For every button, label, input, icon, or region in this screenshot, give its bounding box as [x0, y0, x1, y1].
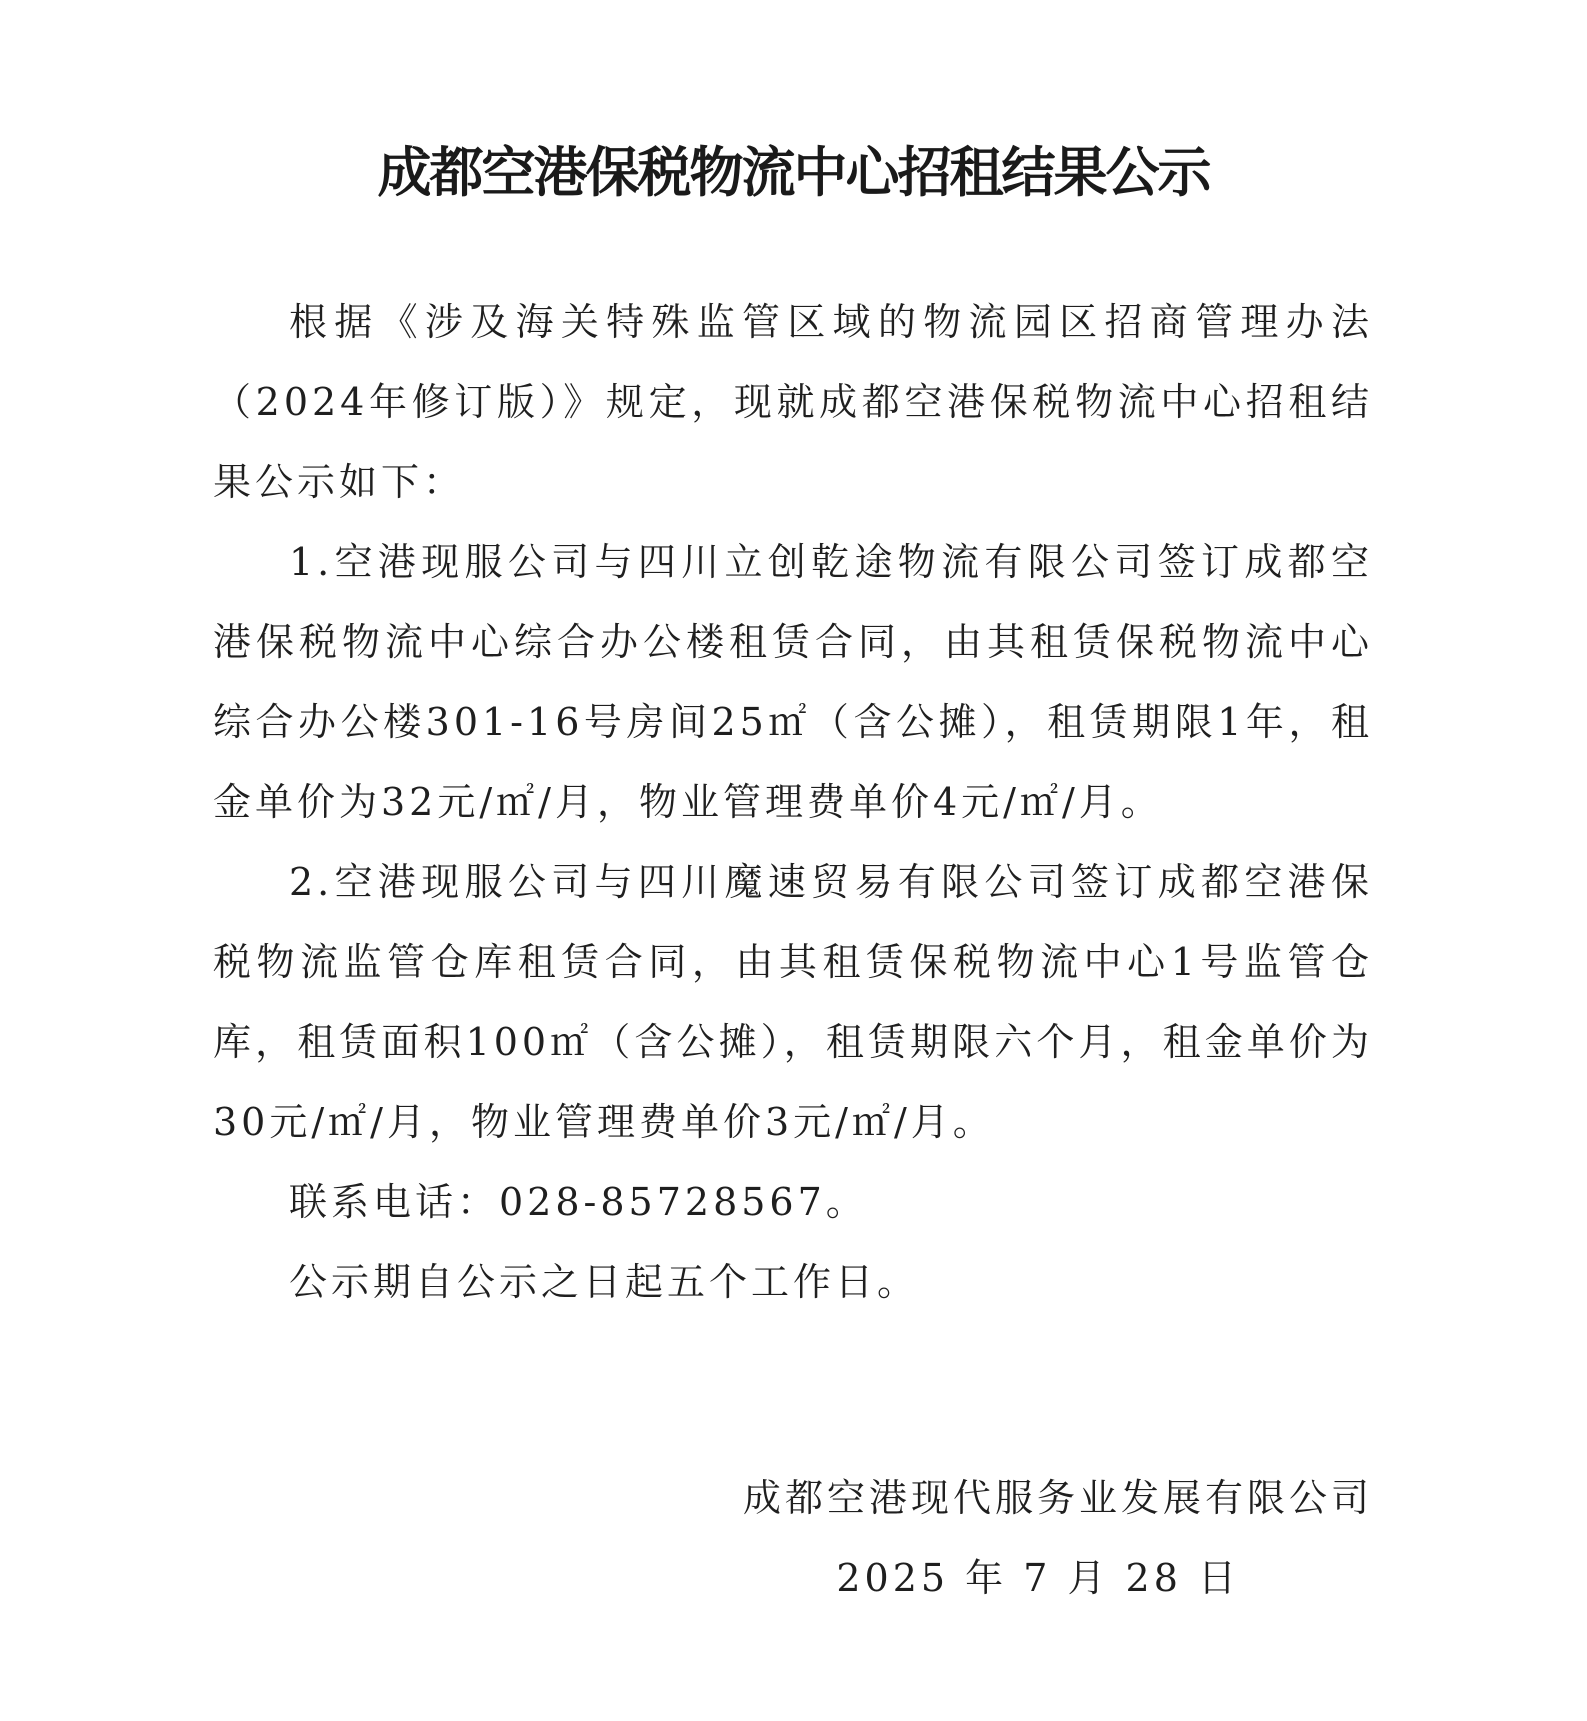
signature-date: 2025 年 7 月 28 日: [836, 1556, 1240, 1600]
signature-organization: 成都空港现代服务业发展有限公司: [742, 1476, 1373, 1520]
document-body: [213, 282, 1373, 1322]
item-1-paragraph: 1.空港现服公司与四川立创乾途物流有限公司签订成都空港保税物流中心综合办公楼租赁合同，由其租赁保税物流中心综合办公楼301-16号房间25㎡（含公摊），租赁期限1年，租金单价为32元/㎡/月，物业管理费单价4元/㎡/月。: [213, 540, 1373, 824]
intro-paragraph: 根据《涉及海关特殊监管区域的物流园区招商管理办法（2024年修订版）》规定，现就成都空港保税物流中心招租结果公示如下：: [213, 300, 1373, 504]
document-title: 成都空港保税物流中心招租结果公示: [377, 140, 1210, 204]
item-2-paragraph: 2.空港现服公司与四川魔速贸易有限公司签订成都空港保税物流监管仓库租赁合同，由其租赁保税物流中心1号监管仓库，租赁面积100㎡（含公摊），租赁期限六个月，租金单价为30元/㎡/月，物业管理费单价3元/㎡/月。: [213, 860, 1373, 1144]
signature-block: [743, 1458, 1373, 1618]
publicity-period-paragraph: 公示期自公示之日起五个工作日。: [289, 1260, 920, 1304]
contact-phone-paragraph: 联系电话：028-85728567。: [289, 1180, 868, 1224]
